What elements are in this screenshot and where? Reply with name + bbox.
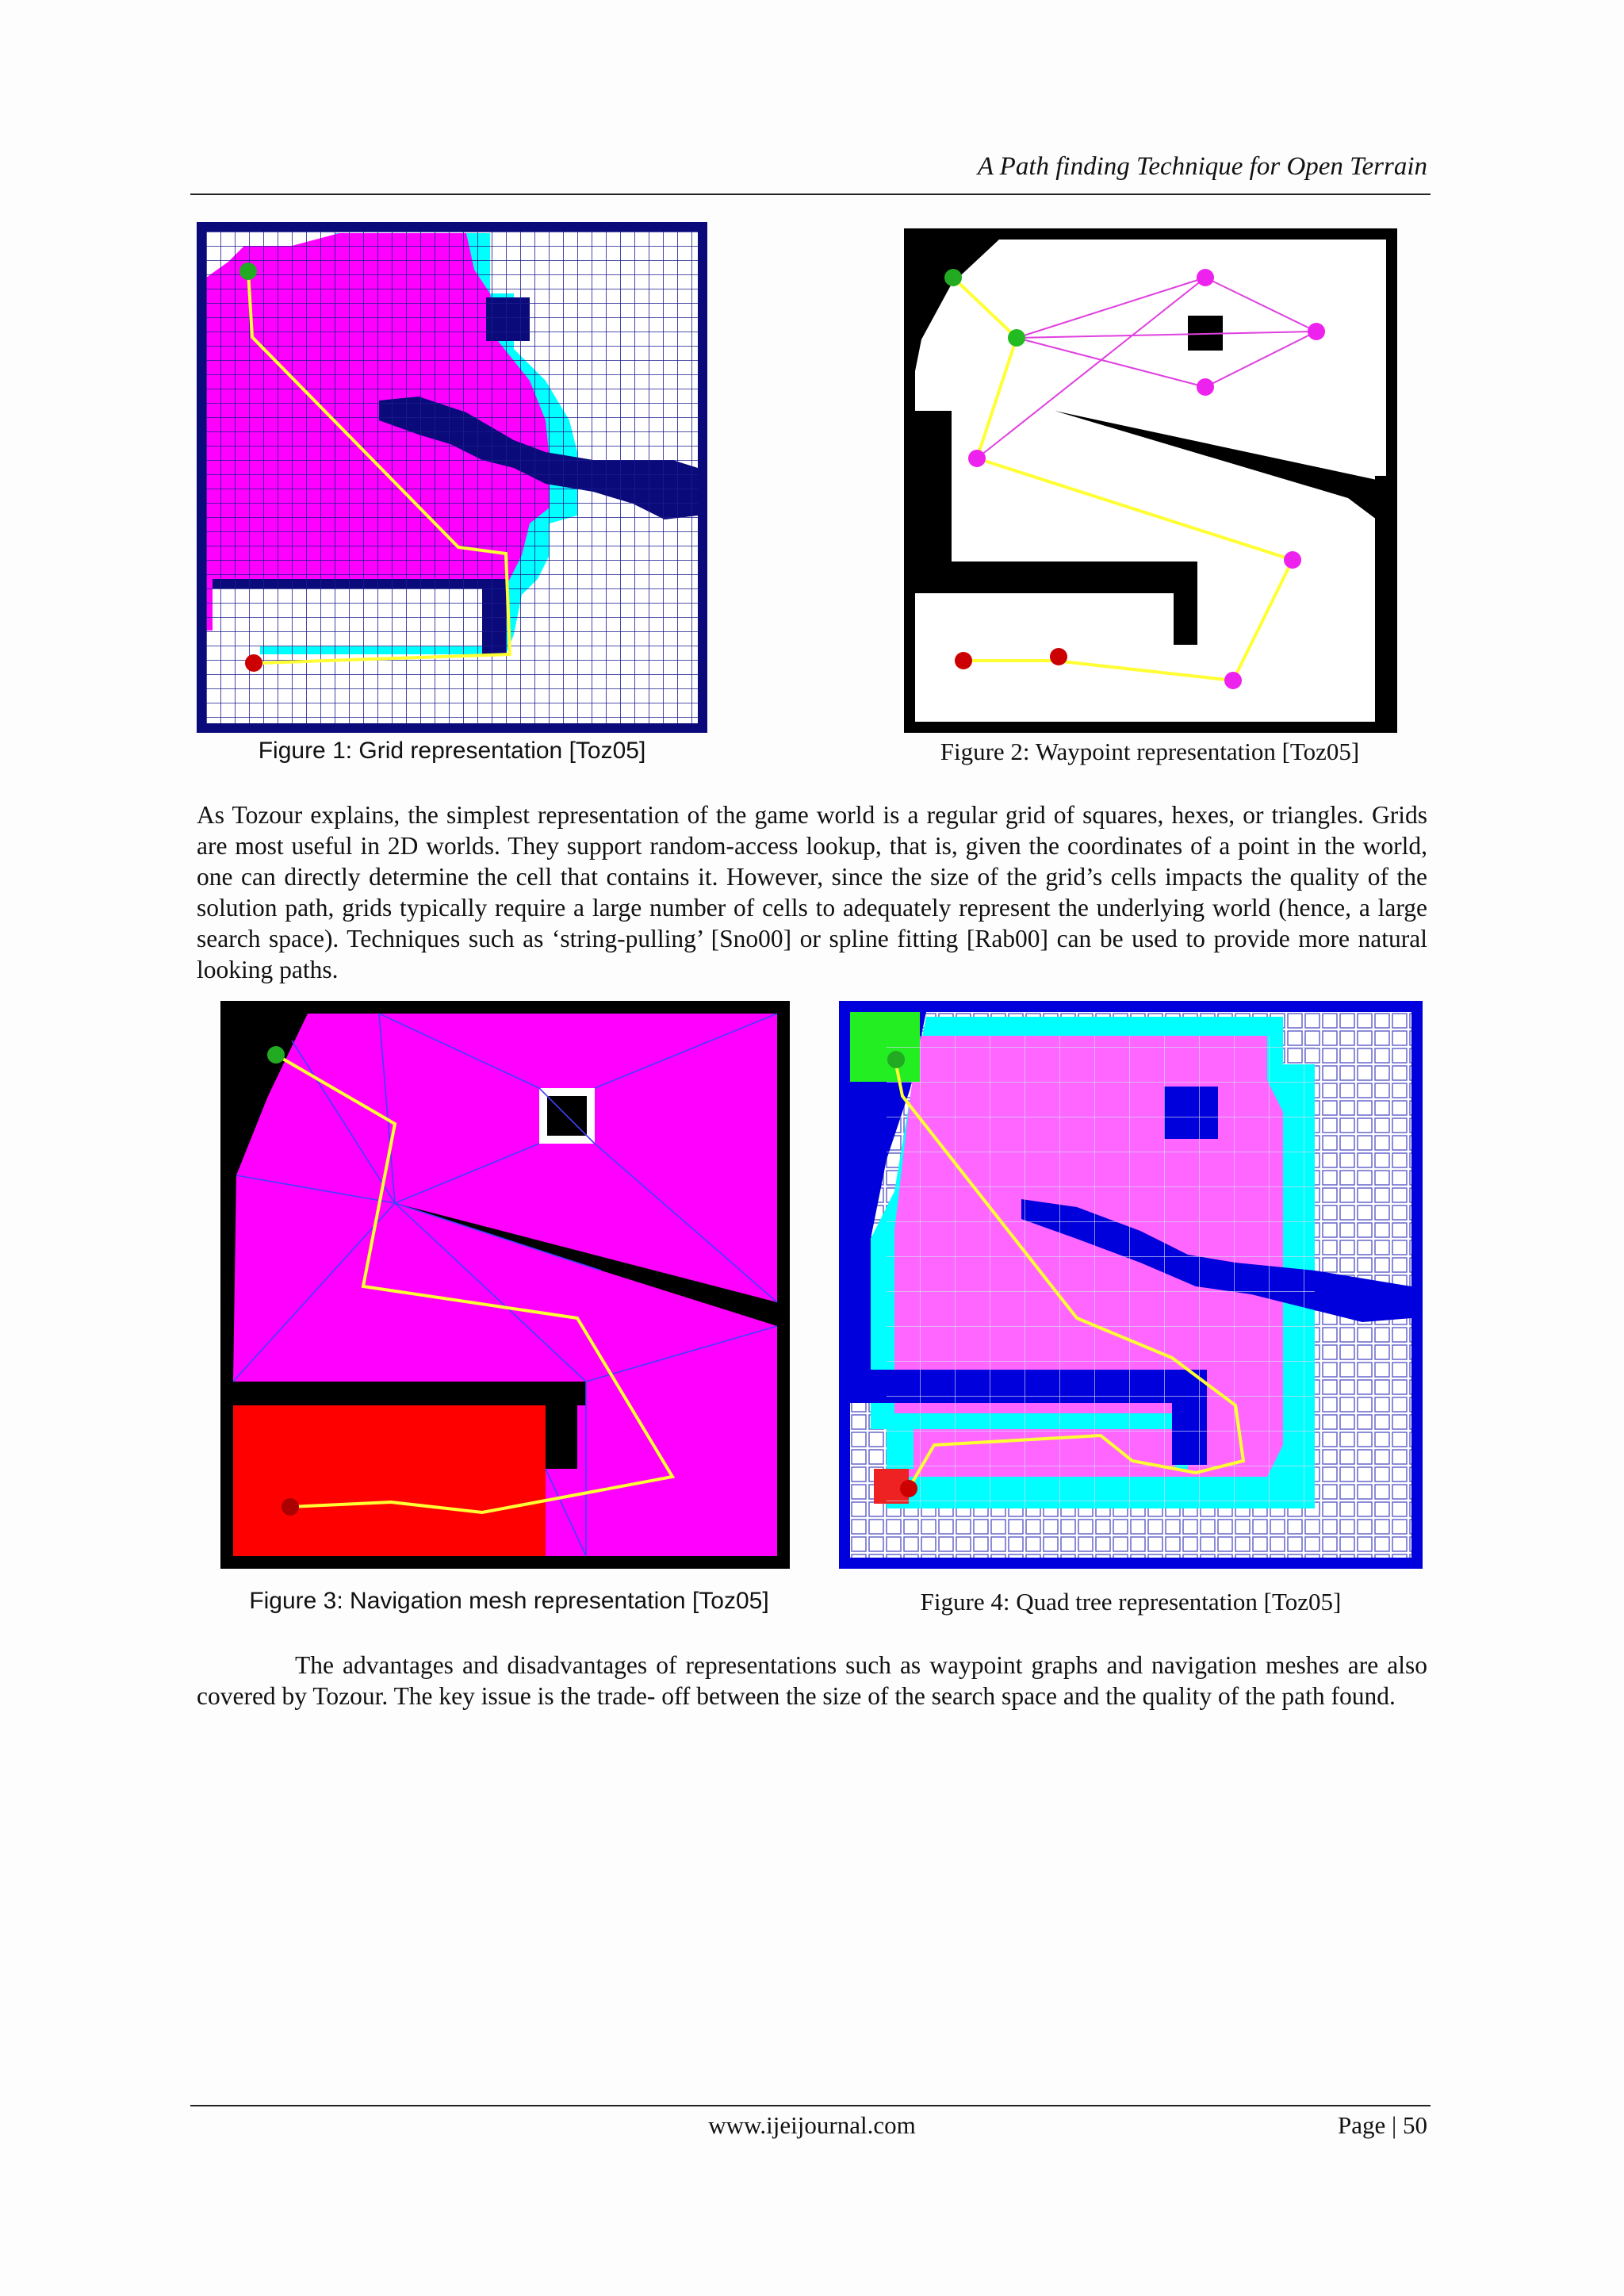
figure-3-caption: Figure 3: Navigation mesh representation [Toz05] xyxy=(249,1588,769,1614)
footer-url: www.ijeijournal.com xyxy=(708,2111,916,2139)
body-paragraph-1: As Tozour explains, the simplest representation of the game world is a regular grid of squares, hexes, or triangles. Grids are most useful in 2D worlds. They support random-access lookup, that is, given the coordinates of a point in the world, one can directly determine the cell that contains it. However, since the size of the grid’s cells impacts the quality of the solution path, grids typically require a large number of cells to adequately represent the underlying world (hence, a large search space). Techniques such as ‘string-pulling’ [Sno00] or spline fitting [Rab00] can be used to provide more natural looking paths. xyxy=(197,801,1427,983)
footer-rule xyxy=(190,2105,1431,2106)
running-title: A Path finding Technique for Open Terrain xyxy=(977,152,1427,181)
figure-1-caption: Figure 1: Grid representation [Toz05] xyxy=(258,738,646,764)
figure-3-navmesh xyxy=(220,1001,790,1569)
figure-2-caption: Figure 2: Waypoint representation [Toz05] xyxy=(940,738,1360,765)
body-paragraph-2: The advantages and disadvantages of representations such as waypoint graphs and navigation meshes are also covered by Tozour. The key issue is the trade- off between the size of the search space and the quality of the path found. xyxy=(197,1651,1427,1710)
figure-4-quadtree xyxy=(839,1001,1423,1569)
footer-page-number: Page | 50 xyxy=(1338,2111,1427,2139)
figure-1-grid xyxy=(197,222,707,733)
figure-2-waypoints xyxy=(904,228,1397,733)
header-rule xyxy=(190,194,1431,195)
figure-4-caption: Figure 4: Quad tree representation [Toz05] xyxy=(920,1588,1342,1616)
